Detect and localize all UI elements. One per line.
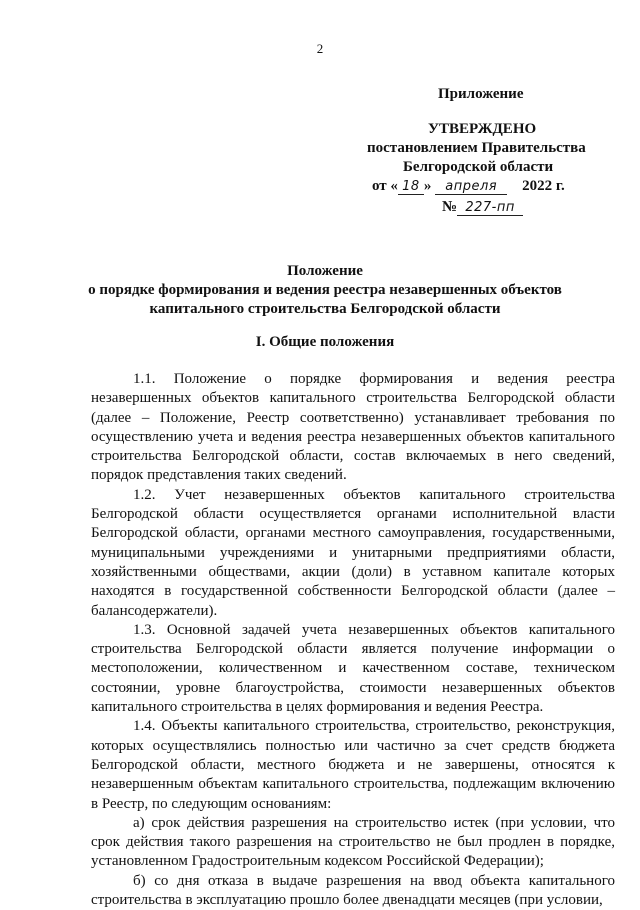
paragraph-1-4-a: а) срок действия разрешения на строительство истек (при условии, что срок действия такого разрешения на строительство не был продлен в порядке, установленном Градостроительным кодексом Российской Федерации);	[91, 814, 615, 870]
title-line-2: о порядке формирования и ведения реестра незавершенных объектов	[88, 282, 562, 298]
decree-line-2: Белгородской области	[403, 159, 554, 175]
decree-number	[442, 199, 523, 216]
number-prefix: №	[442, 199, 458, 215]
paragraph-1-4-b: б) со дня отказа в выдаче разрешения на ввод объекта капитального строительства в эксплуатацию прошло более двенадцати месяцев (при условии,	[91, 872, 615, 909]
title-line-3: капитального строительства Белгородской области	[149, 301, 501, 317]
section-title: I. Общие положения	[255, 334, 395, 350]
date-day: 18	[398, 179, 424, 195]
approved-label: УТВЕРЖДЕНО	[428, 121, 537, 137]
decree-date	[372, 178, 565, 195]
page-number: 2	[316, 41, 324, 56]
date-mid: »	[423, 178, 432, 194]
paragraph-1-3: 1.3. Основной задачей учета незавершенных объектов капитального строительства Белгородской области является получение информации о местоположении, количественном и качественном составе, техническом состоянии, уровне благоустройства, стоимости незавершенных объектов капитального строительства в целях формирования и ведения Реестра.	[91, 621, 615, 716]
paragraph-1-4: 1.4. Объекты капитального строительства, строительство, реконструкция, которых осуществлялись полностью или частично за счет средств бюджета Белгородской области, местного бюджета и не завершены, относятся к незавершенным объектам капитального строительства, подлежащим включению в Реестр, по следующим основаниям:	[91, 718, 615, 812]
decree-line-1: постановлением Правительства	[367, 140, 586, 156]
date-month: апреля	[435, 179, 507, 195]
paragraph-1-1: 1.1. Положение о порядке формирования и ведения реестра незавершенных объектов капитального строительства Белгородской области (далее – Положение, Реестр соответственно) устанавливает требования по осуществлению учета и ведения реестра незавершенных объектов капитального строительства Белгородской области, состав включаемых в него сведений, порядок представления таких сведений.	[91, 371, 615, 484]
paragraph-1-2: 1.2. Учет незавершенных объектов капитального строительства Белгородской области осуществляется органами исполнительной власти Белгородской области, органами местного самоуправления, государственными, муниципальными учреждениями и унитарными предприятиями области, хозяйственными обществами, акции (доли) в уставном капитале которых находятся в государственной собственности Белгородской области (далее – балансодержатели).	[91, 486, 615, 619]
body-text	[91, 370, 615, 910]
date-prefix: от «	[372, 178, 398, 194]
number-value: 227-пп	[457, 200, 523, 216]
document-title	[60, 262, 590, 319]
date-year: 2022 г.	[522, 178, 565, 194]
title-line-1: Положение	[287, 263, 363, 279]
appendix-label: Приложение	[438, 86, 524, 102]
